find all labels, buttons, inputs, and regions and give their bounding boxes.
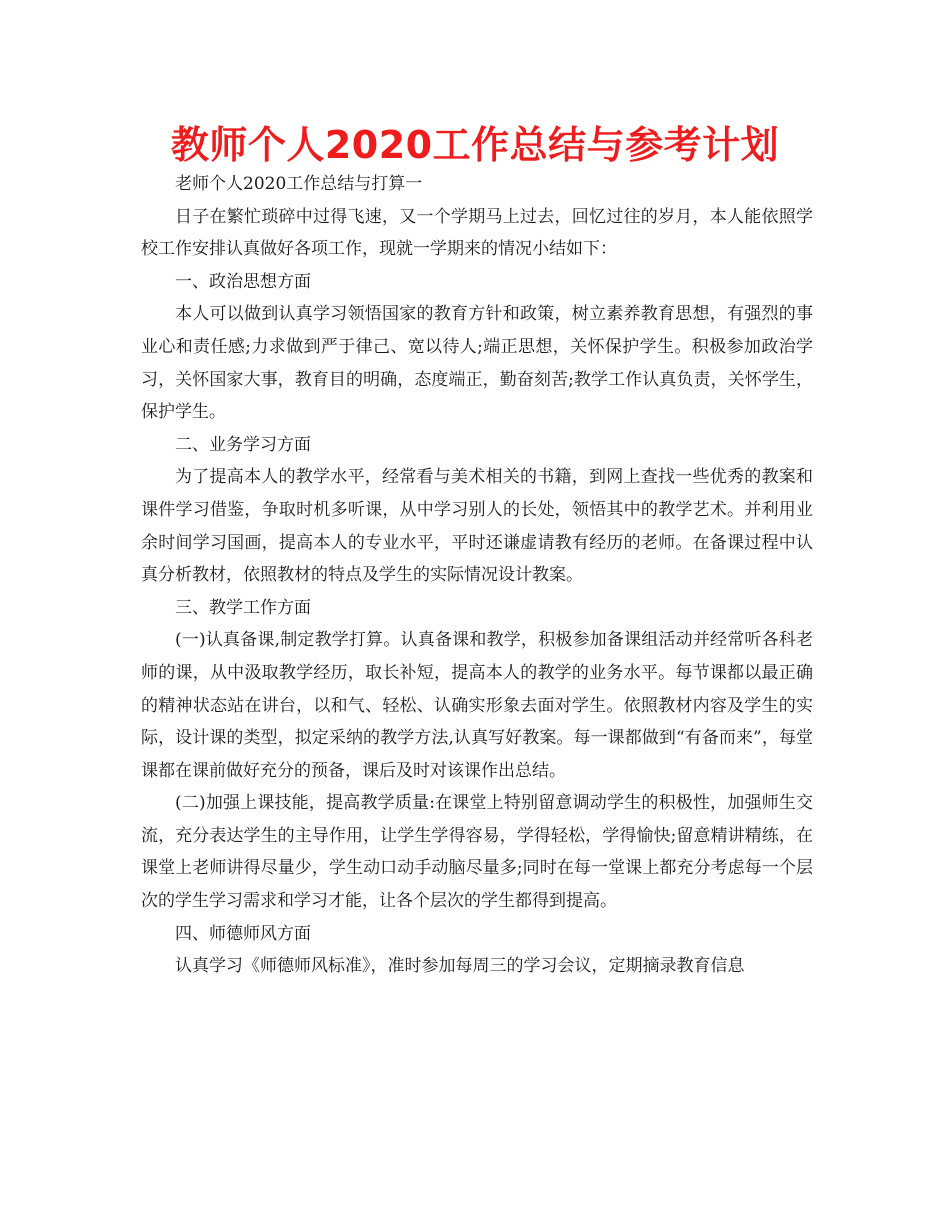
- section-heading-ethics: 四、师德师风方面: [175, 923, 311, 944]
- paragraph-political: 本人可以做到认真学习领悟国家的教育方针和政策，树立素养教育思想，有强烈的事业心和责任感;力求做到严于律己、宽以待人;端正思想，关怀保护学生。积极参加政治学习，关怀国家大事，教育目的明确，态度端正，勤奋刻苦;教学工作认真负责，关怀学生，保护学生。: [141, 304, 813, 423]
- section-heading-professional: 二、业务学习方面: [175, 434, 311, 455]
- paragraph-ethics: 认真学习《师德师风标准》，准时参加每周三的学习会议，定期摘录教育信息: [175, 956, 745, 977]
- paragraph-subtitle: 老师个人2020工作总结与打算一: [175, 174, 423, 194]
- section-heading-teaching: 三、教学工作方面: [175, 597, 311, 618]
- document-body: [141, 168, 813, 983]
- paragraph-intro: 日子在繁忙琐碎中过得飞速，又一个学期马上过去，回忆过往的岁月，本人能依照学校工作安排认真做好各项工作，现就一学期来的情况小结如下：: [141, 206, 813, 260]
- section-heading-political: 一、政治思想方面: [175, 271, 311, 292]
- paragraph-professional: 为了提高本人的教学水平，经常看与美术相关的书籍，到网上查找一些优秀的教案和课件学习借鉴，争取时机多听课，从中学习别人的长处，领悟其中的教学艺术。并利用业余时间学习国画，提高本人的专业水平，平时还谦虚请教有经历的老师。在备课过程中认真分析教材，依照教材的特点及学生的实际情况设计教案。: [141, 467, 813, 586]
- paragraph-teaching-1: (一)认真备课,制定教学打算。认真备课和教学，积极参加备课组活动并经常听各科老师的课，从中汲取教学经历，取长补短，提高本人的教学的业务水平。每节课都以最正确的精神状态站在讲台，以和气、轻松、认确实形象去面对学生。依照教材内容及学生的实际，设计课的类型，拟定采纳的教学方法,认真写好教案。每一课都做到“有备而来”，每堂课都在课前做好充分的预备，课后及时对该课作出总结。: [141, 630, 813, 781]
- document-title: 教师个人2020工作总结与参考计划: [170, 123, 780, 167]
- paragraph-teaching-2: (二)加强上课技能，提高教学质量:在课堂上特别留意调动学生的积极性，加强师生交流，充分表达学生的主导作用，让学生学得容易，学得轻松，学得愉快;留意精讲精练，在课堂上老师讲得尽量少，学生动口动手动脑尽量多;同时在每一堂课上都充分考虑每一个层次的学生学习需求和学习才能，让各个层次的学生都得到提高。: [141, 793, 813, 912]
